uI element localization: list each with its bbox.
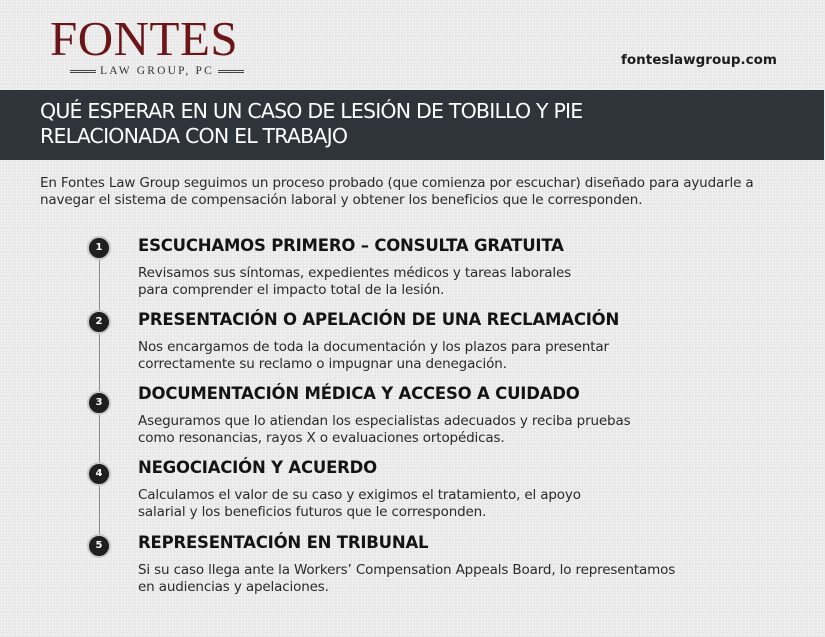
step-description-line-2: para comprender el impacto total de la lesión. — [138, 282, 445, 298]
step-number-badge: 3 — [87, 391, 111, 415]
logo-wordmark: FONTES — [50, 11, 239, 66]
step-title: PRESENTACIÓN O APELACIÓN DE UNA RECLAMACIÓN — [138, 310, 620, 329]
step-description-line-1: Si su caso llega ante la Workers’ Compensation Appeals Board, lo representamos — [138, 562, 676, 578]
step-number-badge: 5 — [87, 534, 111, 558]
step-description — [138, 413, 738, 447]
website-url: fonteslawgroup.com — [621, 52, 777, 68]
logo-subtitle-text: LAW GROUP, PC — [99, 65, 215, 77]
title-band — [0, 90, 824, 160]
step-description-line-2: correctamente su reclamo o impugnar una denegación. — [138, 356, 507, 372]
step-description — [138, 339, 738, 373]
step-description-line-2: en audiencias y apelaciones. — [138, 579, 329, 595]
step-title: DOCUMENTACIÓN MÉDICA Y ACCESO A CUIDADO — [138, 384, 580, 403]
logo-rule-right — [218, 70, 244, 73]
step-title: REPRESENTACIÓN EN TRIBUNAL — [138, 533, 429, 552]
step-description-line-1: Calculamos el valor de su caso y exigimos el tratamiento, el apoyo — [138, 487, 581, 503]
step-description — [138, 487, 738, 521]
step-description-line-1: Revisamos sus síntomas, expedientes médicos y tareas laborales — [138, 265, 571, 281]
page-title — [40, 99, 810, 149]
step-number-badge: 2 — [87, 310, 111, 334]
step-description — [138, 265, 738, 299]
step-description-line-2: salarial y los beneficios futuros que le corresponden. — [138, 504, 487, 520]
step-description-line-1: Nos encargamos de toda la documentación y los plazos para presentar — [138, 339, 609, 355]
page-title-line-2: RELACIONADA CON EL TRABAJO — [40, 124, 348, 148]
step-number-badge: 1 — [87, 236, 111, 260]
logo-subtitle — [50, 65, 264, 77]
step-description-line-2: como resonancias, rayos X o evaluaciones ortopédicas. — [138, 430, 505, 446]
step-description — [138, 562, 738, 596]
step-number-badge: 4 — [87, 462, 111, 486]
step-description-line-1: Aseguramos que lo atiendan los especialistas adecuados y reciba pruebas — [138, 413, 631, 429]
intro-paragraph: En Fontes Law Group seguimos un proceso probado (que comienza por escuchar) diseñado para ayudarle a navegar el sistema de compensación laboral y obtener los beneficios que le corresponden. — [40, 175, 754, 208]
page-title-line-1: QUÉ ESPERAR EN UN CASO DE LESIÓN DE TOBILLO Y PIE — [40, 99, 583, 123]
fontes-logo — [50, 11, 264, 77]
step-title: ESCUCHAMOS PRIMERO – CONSULTA GRATUITA — [138, 236, 564, 255]
step-title: NEGOCIACIÓN Y ACUERDO — [138, 458, 377, 477]
logo-rule-left — [70, 70, 96, 73]
